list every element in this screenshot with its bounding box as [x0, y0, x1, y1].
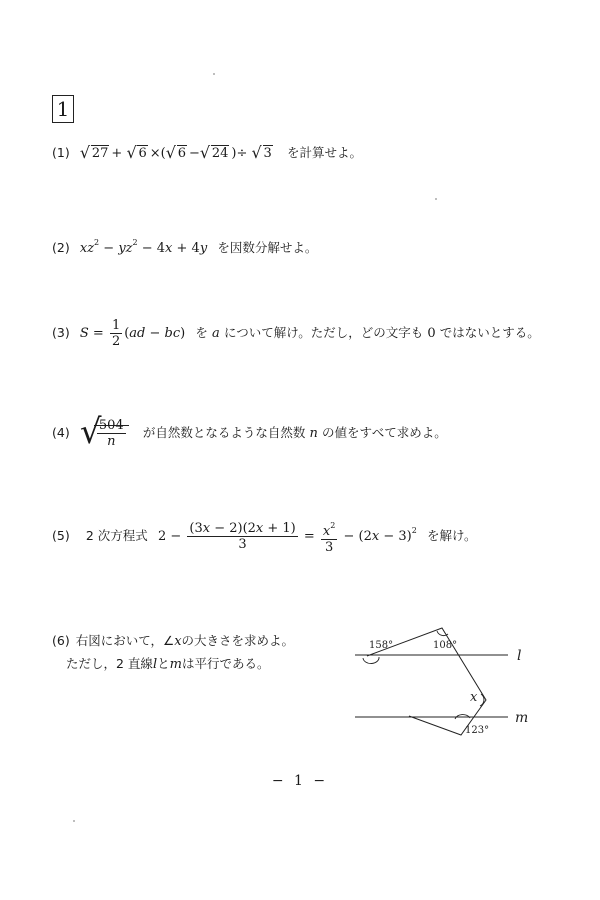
variable-x: x [174, 634, 182, 649]
angle-label-108: 108° [433, 640, 458, 651]
problem-instruction-b: の値をすべて求めよ。 [322, 425, 447, 440]
scan-speck [213, 73, 215, 75]
page-number: − 1 − [271, 773, 329, 789]
parallel-lines-figure [345, 618, 540, 743]
variable-l: l [152, 657, 158, 672]
problem-instruction-c: ではないとする。 [439, 325, 540, 340]
fraction-numerator: 504 [98, 418, 124, 433]
problem-6 [52, 630, 294, 676]
variable-n: n [309, 426, 318, 441]
problem-instruction-a: を [195, 325, 208, 340]
line-label-l: l [517, 648, 522, 664]
problem-instruction: を因数分解せよ。 [217, 240, 318, 255]
problem-3 [52, 318, 540, 349]
variable-a: a [212, 326, 220, 341]
problem-instruction: を解け。 [426, 528, 477, 543]
problem-label: (4) [52, 425, 70, 440]
problem-label: (6) [52, 633, 70, 648]
problem-label: (3) [52, 325, 70, 340]
problem-label: (5) [52, 528, 70, 543]
problem-2 [52, 238, 317, 256]
problem-prefix: 2 次方程式 [85, 528, 148, 543]
problem-instruction-a: が自然数となるような自然数 [142, 425, 306, 440]
variable-m: m [169, 657, 182, 672]
scan-speck [73, 820, 75, 822]
problem-text-2b: と [157, 656, 170, 671]
problem-text-2c: は平行である。 [181, 656, 270, 671]
zero-digit: 0 [427, 326, 436, 341]
expression-5: 2 − $\frac{(3x - 2)(2x + 1)}{3}$ = $\frac{x^2}{3}$ − $(2x - 3)^2$ [158, 529, 417, 544]
problem-instruction-b: について解け。ただし，どの文字も [223, 325, 424, 340]
problem-4 [52, 412, 447, 452]
problem-text-1b: の大きさを求めよ。 [181, 633, 295, 648]
scan-speck [435, 198, 437, 200]
angle-label-x: x [470, 690, 478, 705]
arc-108 [437, 631, 448, 636]
problem-label: (1) [52, 145, 70, 160]
expression-2: $xz^2 - yz^2 - 4x + 4y$ [79, 238, 208, 256]
problem-text-1a: 右図において，∠ [75, 633, 175, 648]
line-label-m: m [515, 710, 529, 726]
problem-label: (2) [52, 240, 70, 255]
problem-instruction: を計算せよ。 [286, 145, 362, 160]
expression-1: √ 27 + √ 6 ×( √ 6 − √ 24 )÷ √ 3 [79, 143, 272, 162]
arc-158 [363, 657, 379, 664]
problem-text-2a: ただし，2 直線 [66, 656, 153, 671]
fraction-denominator: n [107, 434, 116, 449]
problem-5 [52, 518, 476, 555]
angle-label-158: 158° [369, 640, 394, 651]
expression-3: S = $\frac{1}{2}$ (ad − bc) [79, 318, 186, 349]
expression-4: √ $\frac{504}{n}$ [80, 418, 129, 449]
angle-label-123: 123° [465, 725, 490, 736]
section-number: 1 [52, 95, 74, 123]
problem-1 [52, 143, 362, 161]
